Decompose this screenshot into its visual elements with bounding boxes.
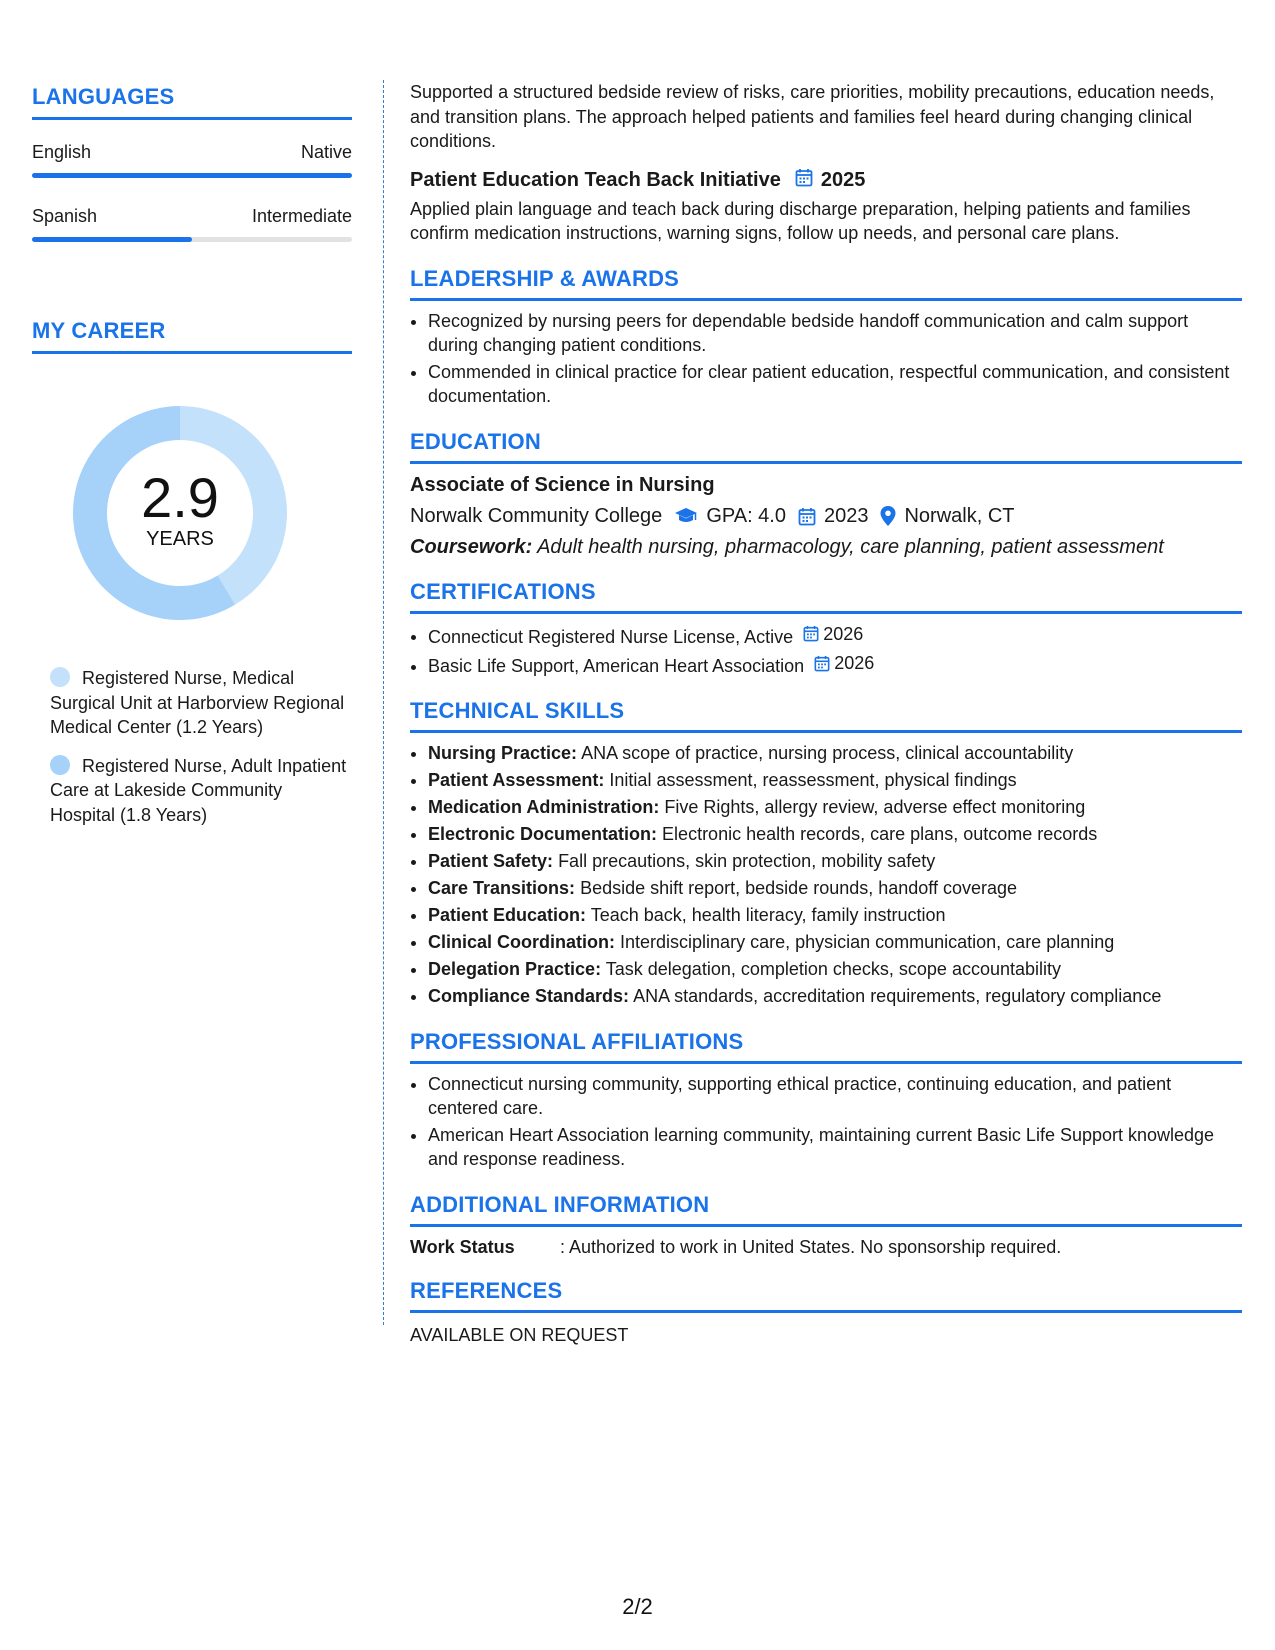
skill-text: Five Rights, allergy review, adverse effect monitoring: [664, 797, 1086, 817]
skill-text: Electronic health records, care plans, outcome records: [662, 824, 1098, 844]
work-status-row: [410, 1237, 1242, 1258]
skill-item: [428, 876, 1242, 901]
skill-item: [428, 795, 1242, 820]
certifications-section: [410, 579, 1242, 679]
language-name: English: [32, 142, 92, 162]
list-item: • American Heart Association learning community, maintaining current Basic Life Support knowledge and response readiness.: [428, 1123, 1242, 1172]
list-item: [428, 622, 1242, 649]
career-list: [32, 666, 352, 827]
coursework: [410, 536, 1242, 559]
career-years-value: 2.9: [141, 466, 219, 529]
calendar-icon: [803, 625, 819, 642]
certification-year: 2026: [823, 623, 864, 644]
skill-label: Clinical Coordination:: [428, 932, 615, 952]
list-item: • Connecticut nursing community, supporting ethical practice, continuing education, and patient centered care.: [428, 1072, 1242, 1121]
education-section: [410, 429, 1242, 559]
languages-title: LANGUAGES: [32, 84, 352, 120]
skill-label: Care Transitions:: [428, 878, 576, 898]
affiliations-section: [410, 1029, 1242, 1172]
language-english: [32, 142, 352, 178]
calendar-icon: [814, 655, 830, 672]
education-details: [410, 505, 1242, 528]
career-title: MY CAREER: [32, 318, 352, 354]
certifications-title: CERTIFICATIONS: [410, 579, 1242, 614]
language-level: Native: [300, 142, 352, 162]
skill-label: Patient Safety:: [428, 851, 554, 871]
skill-text: ANA standards, accreditation requirements, regulatory compliance: [633, 986, 1162, 1006]
skill-item: [428, 903, 1242, 928]
career-item-text: Registered Nurse, Medical Surgical Unit at Harborview Regional Medical Center (1.2 Years): [50, 668, 345, 737]
skill-item: [428, 930, 1242, 955]
column-divider: [383, 80, 384, 1325]
skill-text: Task delegation, completion checks, scope accountability: [605, 959, 1062, 979]
page-number: 2/2: [622, 1594, 653, 1619]
skill-item: [428, 768, 1242, 793]
list-item: [428, 651, 1242, 678]
career-item: [50, 754, 352, 828]
skills-section: [410, 698, 1242, 1009]
skill-text: Interdisciplinary care, physician communication, care planning: [620, 932, 1115, 952]
skill-label: Nursing Practice:: [428, 743, 578, 763]
skills-title: TECHNICAL SKILLS: [410, 698, 1242, 733]
language-bar: [32, 173, 352, 178]
career-years-unit: YEARS: [146, 528, 214, 550]
graduation-cap-icon: [674, 507, 698, 525]
references-section: [410, 1278, 1242, 1348]
graduation-year: 2023: [823, 504, 869, 527]
certification-year: 2026: [834, 652, 875, 673]
certification-name: Connecticut Registered Nurse License, Active: [428, 626, 794, 647]
affiliations-title: PROFESSIONAL AFFILIATIONS: [410, 1029, 1242, 1064]
skill-label: Patient Education:: [428, 905, 587, 925]
skill-label: Compliance Standards:: [428, 986, 630, 1006]
career-item: [50, 666, 352, 740]
career-donut: [65, 398, 295, 628]
school-name: Norwalk Community College: [410, 504, 663, 527]
intro-paragraph: Supported a structured bedside review of risks, care priorities, mobility precautions, education needs, and transition plans. The approach helped patients and families feel heard during changing clinical conditions.: [410, 82, 1215, 151]
additional-title: ADDITIONAL INFORMATION: [410, 1192, 1242, 1227]
list-item: • Recognized by nursing peers for dependable bedside handoff communication and calm support during changing patient conditions.: [428, 309, 1242, 358]
skill-label: Electronic Documentation:: [428, 824, 658, 844]
project-description: Applied plain language and teach back during discharge preparation, helping patients and families confirm medication instructions, warning signs, follow up needs, and personal care plans.: [410, 198, 1191, 243]
skill-text: Bedside shift report, bedside rounds, handoff coverage: [580, 878, 1018, 898]
degree: Associate of Science in Nursing: [410, 473, 715, 496]
leadership-section: [410, 266, 1242, 409]
skill-text: Initial assessment, reassessment, physical findings: [609, 770, 1017, 790]
skill-item: [428, 822, 1242, 847]
language-level: Intermediate: [251, 206, 352, 226]
skill-item: [428, 957, 1242, 982]
school-location: Norwalk, CT: [904, 504, 1015, 527]
language-bar-fill: [32, 237, 192, 242]
additional-section: [410, 1192, 1242, 1258]
references-title: REFERENCES: [410, 1278, 1242, 1313]
skill-text: Teach back, health literacy, family instruction: [590, 905, 946, 925]
skill-item: [428, 741, 1242, 766]
coursework-label: Coursework:: [410, 535, 533, 558]
skills-list: [410, 741, 1242, 1009]
language-spanish: [32, 206, 352, 242]
project-name: Patient Education Teach Back Initiative: [410, 168, 781, 191]
skill-label: Delegation Practice:: [428, 959, 602, 979]
calendar-icon: [795, 168, 813, 193]
calendar-icon: [798, 507, 816, 526]
skill-text: Fall precautions, skin protection, mobility safety: [558, 851, 936, 871]
project-title: [410, 168, 1242, 193]
references-text: AVAILABLE ON REQUEST: [410, 1324, 629, 1345]
language-bar-fill: [32, 173, 352, 178]
main-content: [410, 80, 1242, 1347]
skill-item: [428, 849, 1242, 874]
list-item: • Commended in clinical practice for clear patient education, respectful communication, and consistent documentation.: [428, 360, 1242, 409]
language-bar: [32, 237, 352, 242]
career-item-text: Registered Nurse, Adult Inpatient Care at Lakeside Community Hospital (1.8 Years): [50, 755, 347, 825]
location-pin-icon: [880, 506, 896, 526]
leadership-title: LEADERSHIP & AWARDS: [410, 266, 1242, 301]
certification-name: Basic Life Support, American Heart Association: [428, 655, 805, 676]
skill-text: ANA scope of practice, nursing process, clinical accountability: [581, 743, 1074, 763]
work-status-label: Work Status: [410, 1236, 515, 1257]
career-dot-icon: [50, 667, 70, 687]
work-status-value: : Authorized to work in United States. No sponsorship required.: [560, 1236, 1062, 1257]
education-title: EDUCATION: [410, 429, 1242, 464]
skill-label: Medication Administration:: [428, 797, 660, 817]
skill-label: Patient Assessment:: [428, 770, 605, 790]
coursework-text: Adult health nursing, pharmacology, care planning, patient assessment: [537, 535, 1164, 558]
skill-item: [428, 984, 1242, 1009]
sidebar: [32, 84, 352, 841]
gpa: GPA: 4.0: [706, 504, 786, 527]
career-dot-icon: [50, 755, 70, 775]
language-name: Spanish: [32, 206, 98, 226]
project-year: 2025: [820, 168, 866, 191]
